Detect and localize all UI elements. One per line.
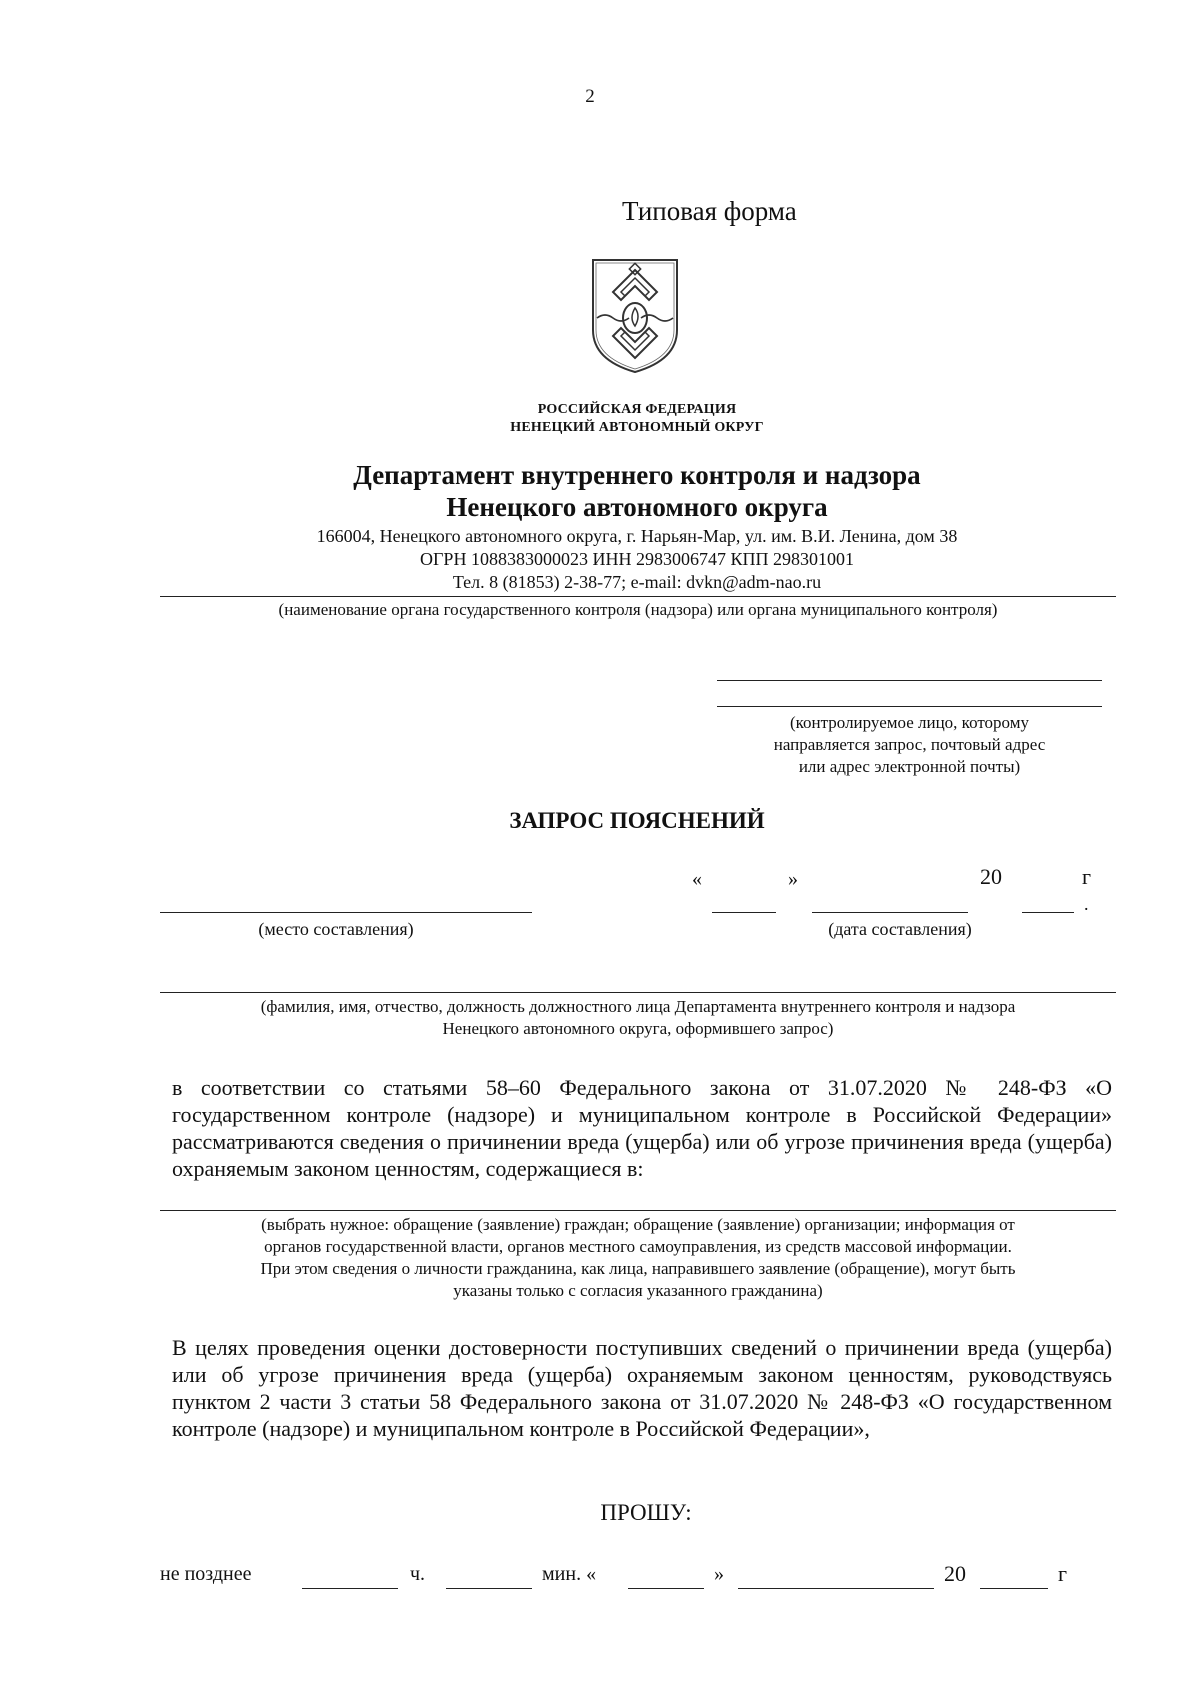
deadline-hours-label: ч.	[410, 1563, 426, 1585]
recipient-caption-line1: (контролируемое лицо, которому	[790, 713, 1029, 732]
organization-address: 166004, Ненецкого автономного округа, г. Нарьян-Мар, ул. им. В.И. Ленина, дом 38	[316, 526, 958, 546]
date-year-prefix: 20	[980, 864, 1002, 889]
official-line	[160, 992, 1116, 993]
form-type-label: Типовая форма	[622, 196, 797, 226]
deadline-day-line	[628, 1588, 704, 1589]
date-caption: (дата составления)	[828, 919, 972, 939]
country-name: РОССИЙСКАЯ ФЕДЕРАЦИЯ	[537, 402, 737, 417]
recipient-line-1	[717, 680, 1102, 681]
month-line	[812, 912, 968, 913]
deadline-month-line	[738, 1588, 934, 1589]
deadline-quote-close: »	[714, 1563, 724, 1585]
organization-caption: (наименование органа государственного контроля (надзора) или органа муниципального контроля)	[278, 600, 998, 619]
date-quote-close: »	[788, 868, 798, 890]
deadline-prefix: не позднее	[160, 1563, 252, 1585]
region-name: НЕНЕЦКИЙ АВТОНОМНЫЙ ОКРУГ	[510, 420, 764, 435]
deadline-year-suffix: г	[1058, 1561, 1068, 1586]
recipient-line-2	[717, 706, 1102, 707]
date-year-suffix: г	[1082, 864, 1092, 889]
paragraph-purpose: В целях проведения оценки достоверности поступивших сведений о причинении вреда (ущерба) или об угрозе причинения вреда (ущерба) охраняемым законом ценностям, руководствуясь пунктом 2 части 3 статьи 58 Федерального закона от 31.07.2020 № 248-ФЗ «О государственном контроле (надзоре) и муниципальном контроле в Российской Федерации»,	[172, 1335, 1112, 1441]
source-line	[160, 1210, 1116, 1211]
organization-registration: ОГРН 1088383000023 ИНН 2983006747 КПП 298301001	[420, 549, 854, 569]
deadline-year-prefix: 20	[944, 1561, 966, 1586]
deadline-minutes-label: мин. «	[542, 1563, 597, 1585]
place-caption: (место составления)	[258, 919, 414, 939]
date-quote-open: «	[692, 868, 702, 890]
document-title: ЗАПРОС ПОЯСНЕНИЙ	[509, 808, 765, 833]
header-divider	[160, 596, 1116, 597]
source-caption-line4: указаны только с согласия указанного гражданина)	[453, 1281, 823, 1300]
day-line	[712, 912, 776, 913]
place-line	[160, 912, 532, 913]
organization-name-line2: Ненецкого автономного округа	[446, 492, 828, 522]
recipient-caption-line2: направляется запрос, почтовый адрес	[773, 735, 1046, 754]
source-caption-line1: (выбрать нужное: обращение (заявление) граждан; обращение (заявление) организации; информация от	[261, 1215, 1015, 1234]
recipient-caption-line3: или адрес электронной почты)	[798, 757, 1021, 776]
year-line	[1022, 912, 1074, 913]
source-caption-line3: При этом сведения о личности гражданина, как лица, направившего заявление (обращение), могут быть	[260, 1259, 1016, 1278]
organization-contacts: Тел. 8 (81853) 2-38-77; e-mail: dvkn@adm-nao.ru	[452, 572, 822, 592]
organization-name-line1: Департамент внутреннего контроля и надзора	[353, 460, 921, 490]
request-heading: ПРОШУ:	[600, 1500, 692, 1525]
deadline-hours-line	[302, 1588, 398, 1589]
date-dot: .	[1084, 894, 1089, 914]
official-caption-line2: Ненецкого автономного округа, оформившего запрос)	[442, 1019, 834, 1038]
page-number: 2	[585, 86, 595, 107]
coat-of-arms-icon	[587, 256, 683, 376]
deadline-year-line	[980, 1588, 1048, 1589]
source-caption-line2: органов государственной власти, органов местного самоуправления, из средств массовой информации.	[264, 1237, 1012, 1256]
official-caption-line1: (фамилия, имя, отчество, должность должностного лица Департамента внутреннего контроля и надзора	[260, 997, 1016, 1016]
deadline-minutes-line	[446, 1588, 532, 1589]
paragraph-legal-basis: в соответствии со статьями 58–60 Федерального закона от 31.07.2020 № 248-ФЗ «О государственном контроле (надзоре) и муниципальном контроле в Российской Федерации» рассматриваются сведения о причинении вреда (ущерба) или об угрозе причинения вреда (ущерба) охраняемым законом ценностям, содержащиеся в:	[172, 1075, 1112, 1181]
